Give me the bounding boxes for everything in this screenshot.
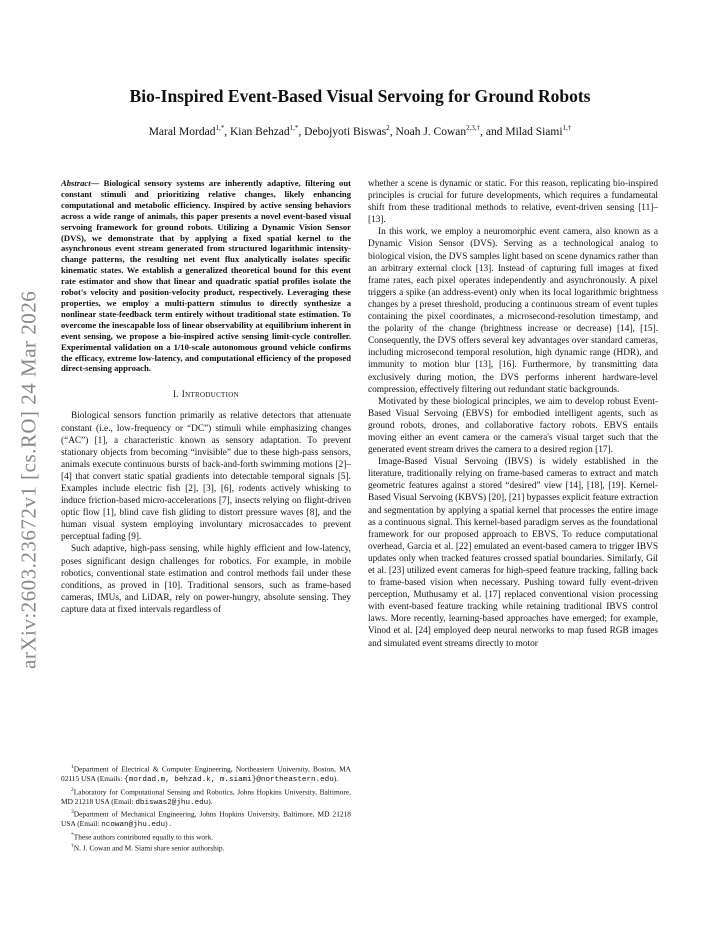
body-paragraph: whether a scene is dynamic or static. For this reason, replicating bio-inspired principles is crucial for future developments, which requires a fundamental shift from these traditional methods to relative, event-driven sensing [11]–[13]. <box>368 179 658 226</box>
abstract <box>61 178 351 374</box>
abstract-text: Biological sensory systems are inherently adaptive, filtering out constant stimuli and prioritizing relative changes, likely enhancing computational and metabolic efficiency. Inspired by active sensing behaviors across a wide range of animals, this paper presents a novel event-based visual servoing framework for ground robots. Utilizing a Dynamic Vision Sensor (DVS), we demonstrate that by applying a fixed spatial kernel to the asynchronous event stream generated from structured logarithmic intensity-change patterns, the resulting net event flux analytically isolates specific kinematic states. We establish a generalized theoretical bound for this event rate estimator and show that linear and quadratic spatial profiles isolate the robot's velocity and position-velocity product, respectively. Leveraging these properties, we employ a multi-pattern stimulus to directly synthesize a nonlinear state-feedback term entirely without traditional state estimation. To overcome the inescapable loss of linear observability at equilibrium inherent in event sensing, we propose a bio-inspired active sensing limit-cycle controller. Experimental validation on a 1/10-scale autonomous ground vehicle confirms the efficacy, extreme low-latency, and computational efficiency of the proposed direct-sensing approach. <box>61 178 351 374</box>
footnote-affiliation-3 <box>61 808 351 831</box>
footnote-end: ). <box>208 796 213 806</box>
author-separator: , <box>224 125 230 138</box>
author-list <box>0 124 720 138</box>
abstract-label: Abstract <box>61 178 91 188</box>
author-affiliation-mark: 1,* <box>289 124 299 132</box>
footnote-affiliation-1 <box>61 763 351 786</box>
footnote-text: Department of Electrical & Computer Engineering, Northeastern University, Boston, MA 02115 USA (Emails: <box>61 764 351 784</box>
paper-title: Bio-Inspired Event-Based Visual Servoing for Ground Robots <box>129 86 591 106</box>
footnote-mark: 3 <box>71 809 74 816</box>
footnotes <box>61 763 351 853</box>
body-paragraph: In this work, we employ a neuromorphic event camera, also known as a Dynamic Vision Sensor (DVS). Serving as a technological analog to biological vision, the DVS samples light based on scene dynamics rather than an arbitrary external clock [13]. Instead of capturing full images at fixed frame rates, each pixel operates independently and asynchronously. A pixel triggers a spike (an address-event) only when its local logarithmic brightness changes by a preset threshold, producing a continuous stream of event tuples containing the pixel coordinates, a microsecond-resolution timestamp, and the polarity of the change (brightness increase or decrease) [14], [15]. Consequently, the DVS offers several key advantages over standard cameras, including microsecond temporal resolution, high dynamic range (HDR), and immunity to motion blur [13], [16]. Furthermore, by transmitting data exclusively during motion, the DVS performs inherent hardware-level compression, effectively filtering out redundant static backgrounds. <box>368 227 658 395</box>
body-paragraph: Biological sensors function primarily as relative detectors that attenuate constant (i.e., low-frequency or “DC”) stimuli while emphasizing changes (“AC”) [1], a characteristic known as sensory adaptation. To prevent stationary objects from becoming “invisible” due to these high-pass sensors, animals execute continuous bursts of back-and-forth swimming motions [2]–[4] that convert static spatial gradients into detectable temporal signals [5]. Examples include electric fish [2], [3], [6], rodents actively whisking to induce friction-based micro-accelerations [7], insects relying on flight-driven optic flow [1], blind cave fish gliding to distort pressure waves [8], and the human visual system employing involuntary microsaccades to prevent perceptual fading [9]. <box>61 411 351 543</box>
abstract-dash: — <box>90 178 104 188</box>
section-numeral: I. <box>173 390 180 401</box>
footnote-email: ncowan@jhu.edu <box>101 821 166 830</box>
body-paragraph: Image-Based Visual Servoing (IBVS) is widely established in the literature, traditionally relying on frame-based cameras to extract and match geometric features against a stored “desired” view [14], [18], [19]. Kernel-Based Visual Servoing (KBVS) [20], [21] bypasses explicit feature extraction and segmentation by applying a spatial kernel that processes the entire image as a continuous signal. This kernel-based paradigm serves as the foundational framework for our proposed approach to EBVS. To reduce computational overhead, Garcia et al. [22] emulated an event-based camera to trigger IBVS updates only when tracked features crossed spatial boundaries. Similarly, Gil et al. [23] utilized event cameras for high-speed feature tracking, falling back to frame-based vision when necessary. Pushing toward fully event-driven perception, Muthusamy et al. [17] replaced conventional vision processing with event-based feature tracking while retaining traditional IBVS control laws. More recently, learning-based approaches have emerged; for example, Vinod et al. [24] employed deep neural networks to map fused RGB images and simulated event streams directly to motor <box>368 457 658 649</box>
footnote-mark: * <box>71 831 74 838</box>
author-separator: , <box>389 125 396 138</box>
footnote-mark: 1 <box>71 764 74 770</box>
author-affiliation-mark: 1,† <box>562 124 572 132</box>
author-name: Noah J. Cowan <box>395 125 467 138</box>
author-name: Maral Mordad <box>148 125 216 138</box>
footnote-mark: † <box>71 843 74 850</box>
footnote-equal-contribution <box>61 831 351 842</box>
author-separator: , <box>298 125 305 138</box>
author-name: Debojyoti Biswas <box>304 125 387 138</box>
author-affiliation-mark: 2 <box>386 124 390 132</box>
footnote-senior-authorship <box>61 842 351 853</box>
arxiv-identifier: arXiv:2603.23672v1 [cs.RO] 24 Mar 2026 <box>16 290 41 670</box>
footnote-end: ). <box>333 774 339 784</box>
body-paragraph: Motivated by these biological principles, we aim to develop robust Event-Based Visual Servoing (EBVS) for embodied intelligent agents, such as ground robots, drones, and collaborative factory robots. EBVS entails moving either an event camera or the camera's visual target such that the generated event stream drives the camera to a desired region [17]. <box>368 396 658 456</box>
author-name: Kian Behzad <box>229 125 290 138</box>
left-column <box>61 178 351 616</box>
footnote-text: Department of Mechanical Engineering, Johns Hopkins University, Baltimore, MD 21218 USA (Email: <box>61 809 351 829</box>
footnote-email: {mordad.m, behzad.k, m.siami}@northeastern.edu <box>124 776 334 785</box>
footnote-mark: 2 <box>71 786 74 793</box>
footnote-affiliation-2 <box>61 786 351 809</box>
right-column <box>368 178 658 650</box>
footnote-text: These authors contributed equally to this work. <box>73 832 214 842</box>
author-affiliation-mark: 1,* <box>215 124 225 132</box>
footnote-end: ) . <box>165 819 172 829</box>
footnote-text: Laboratory for Computational Sensing and Robotics, Johns Hopkins University, Baltimore, MD 21218 USA (Email: <box>61 787 351 806</box>
author-affiliation-mark: 2,3,† <box>466 124 481 132</box>
footnote-email: dbiswas2@jhu.edu <box>135 798 209 807</box>
section-heading <box>61 389 351 401</box>
body-paragraph: Such adaptive, high-pass sensing, while highly efficient and low-latency, poses significant design challenges for robotics. For example, in mobile robotics, conventional state estimation and control methods fail under these conditions, as proved in [10]. Traditional sensors, such as frame-based cameras, IMUs, and LiDAR, rely on power-hungry, absolute sensing. They capture data at fixed intervals regardless of <box>61 544 351 615</box>
author-name: Milad Siami <box>505 125 563 138</box>
author-separator: , and <box>480 125 506 138</box>
section-title: Introduction <box>181 390 239 401</box>
footnote-text: N. J. Cowan and M. Siami share senior authorship. <box>73 843 225 853</box>
